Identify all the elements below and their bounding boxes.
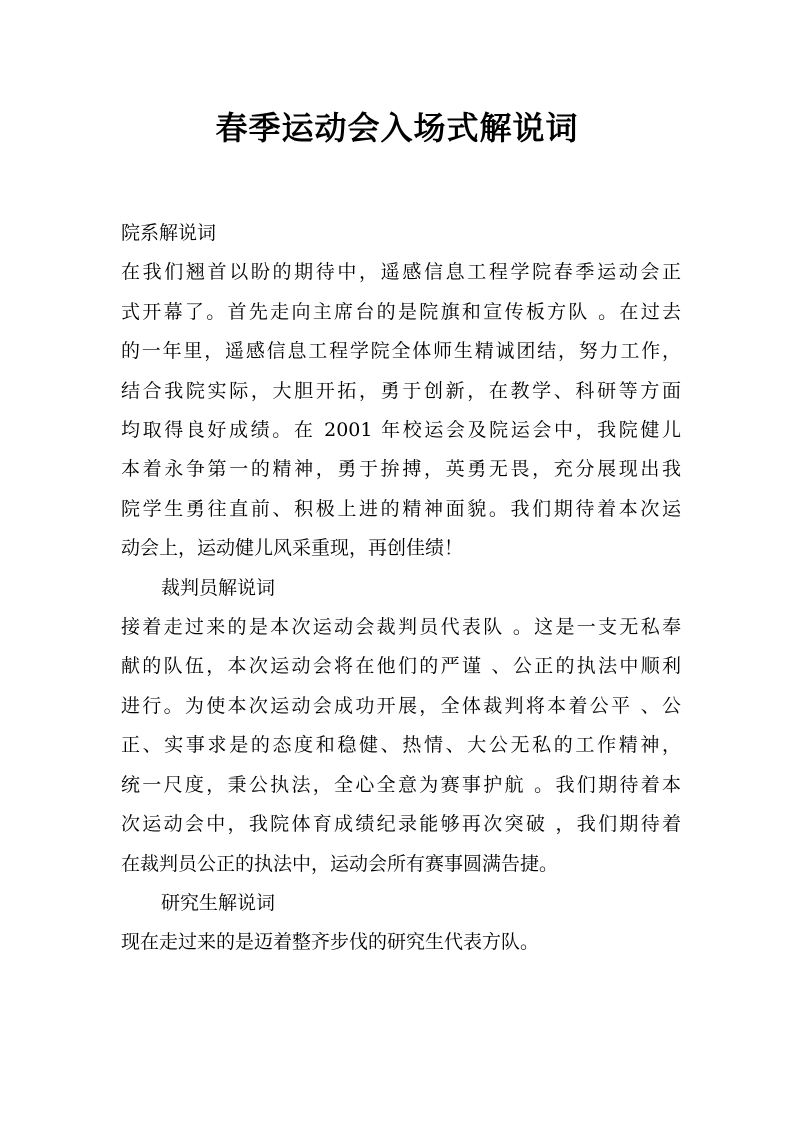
paragraph-line: 的一年里，遥感信息工程学院全体师生精诚团结，努力工作，: [121, 340, 681, 363]
paragraph-line: 正、实事求是的态度和稳健、热情、大公无私的工作精神，: [121, 734, 681, 757]
paragraph-line: 本着永争第一的精神，勇于拚搏，英勇无畏，充分展现出我: [121, 458, 681, 481]
paragraph-line: 在裁判员公正的执法中，运动会所有赛事圆满告捷。: [121, 852, 559, 875]
document-body: [121, 214, 681, 963]
section-heading-department: 院系解说词: [121, 222, 217, 244]
paragraph-line: 现在走过来的是迈着整齐步伐的研究生代表方队。: [121, 931, 540, 954]
paragraph-line: 献的队伍，本次运动会将在他们的严谨 、公正的执法中顺利: [121, 655, 681, 678]
section-heading-referee: 裁判员解说词: [161, 576, 276, 599]
paragraph-line: 接着走过来的是本次运动会裁判员代表队 。这是一支无私奉: [121, 616, 681, 639]
paragraph-line: 统一尺度，秉公执法，全心全意为赛事护航 。我们期待着本: [121, 773, 681, 796]
paragraph-line: 在我们翘首以盼的期待中，遥感信息工程学院春季运动会正: [121, 261, 681, 284]
paragraph-line: 式开幕了。首先走向主席台的是院旗和宣传板方队 。在过去: [121, 300, 681, 323]
document-title: 春季运动会入场式解说词: [215, 109, 579, 147]
paragraph-line: 次运动会中，我院体育成绩纪录能够再次突破 ，我们期待着: [121, 813, 681, 836]
paragraph-line: 院学生勇往直前、积极上进的精神面貌。我们期待着本次运: [121, 497, 681, 520]
paragraph-line: 进行。为使本次运动会成功开展，全体裁判将本着公平 、公: [121, 694, 681, 717]
paragraph-line: 动会上，运动健儿风采重现，再创佳绩！: [121, 537, 464, 560]
section-heading-graduate: 研究生解说词: [161, 891, 276, 914]
paragraph-line: 均取得良好成绩。在 2001 年校运会及院运会中，我院健儿: [121, 419, 681, 442]
paragraph-line: 结合我院实际，大胆开拓，勇于创新，在教学、科研等方面: [121, 379, 681, 402]
